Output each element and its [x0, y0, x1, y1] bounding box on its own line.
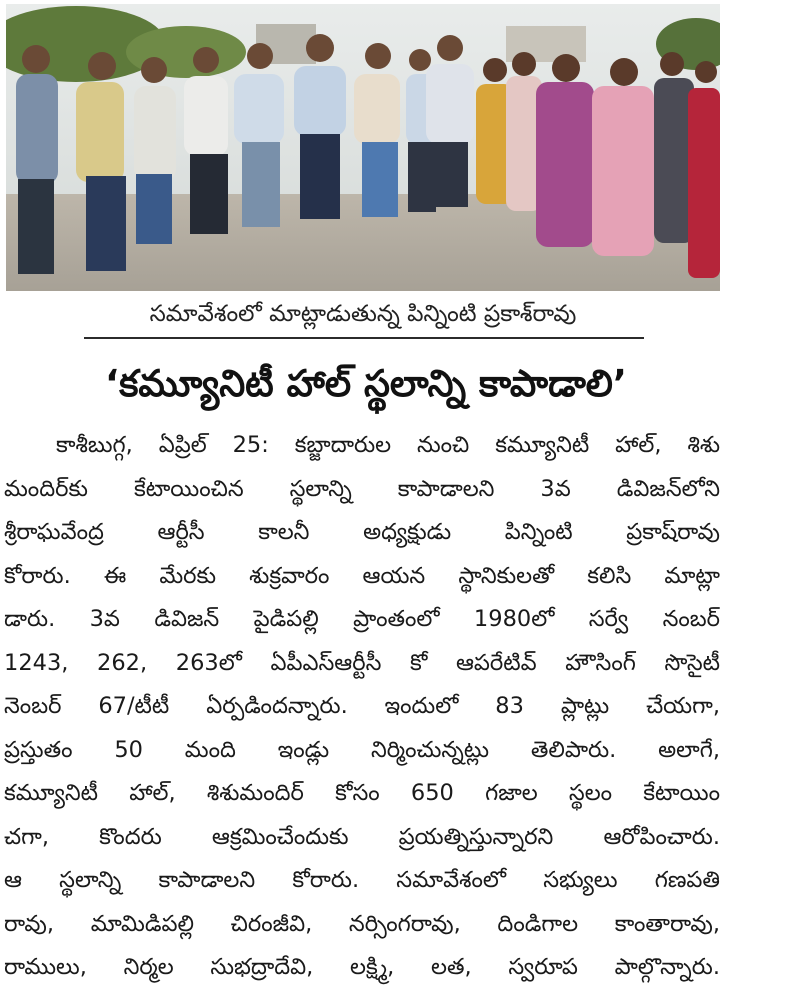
body-line: కాశీబుగ్గ, ఏప్రిల్‌ 25: కబ్జాదారుల నుంచి కమ్యూనిటీ హాల్‌, శిశు	[56, 432, 720, 458]
body-line: కోరారు. ఈ మేరకు శుక్రవారం ఆయన స్థానికులతో కలిసి మాట్లా	[4, 562, 720, 589]
body-line: నెంబర్‌ 67/టీటీ ఏర్పడిందన్నారు. ఇందులో 83 ప్లాట్లు చేయగా,	[4, 693, 720, 719]
body-line: చగా, కొందరు ఆక్రమించేందుకు ప్రయత్నిస్తున్నారని ఆరోపించారు.	[4, 823, 720, 850]
body-line: రావు, మామిడిపల్లి చిరంజీవి, నర్సింగరావు, దిండిగాల కాంతారావు,	[4, 910, 720, 937]
photo-caption: సమావేశంలో మాట్లాడుతున్న పిన్నింటి ప్రకాశ్‌రావు	[149, 301, 577, 327]
body-line: మందిర్‌కు కేటాయించిన స్థలాన్ని కాపాడాలని 3వ డివిజన్‌లోని	[4, 475, 720, 502]
body-line: ఆ స్థలాన్ని కాపాడాలని కోరారు. సమావేశంలో సభ్యులు గణపతి	[4, 867, 720, 893]
news-photo	[6, 4, 720, 291]
body-line: రాములు, నిర్మల సుభద్రాదేవి, లక్ష్మి, లత, స్వరూప పాల్గొన్నారు.	[4, 954, 720, 980]
caption-divider	[84, 337, 644, 339]
group-photo-icon	[6, 4, 720, 291]
body-line: ప్రస్తుతం 50 మంది ఇండ్లు నిర్మించున్నట్లు తెలిపారు. అలాగే,	[4, 736, 720, 763]
article-body	[4, 424, 720, 990]
body-line: కమ్యూనిటీ హాల్‌, శిశుమందిర్‌ కోసం 650 గజాల స్థలం కేటాయిం	[4, 780, 720, 806]
body-line: డారు. 3వ డివిజన్‌ పైడిపల్లి ప్రాంతంలో 1980లో సర్వే నంబర్‌	[4, 606, 720, 632]
article-headline: ‘కమ్యూనిటీ హాల్‌ స్థలాన్ని కాపాడాలి’	[105, 362, 627, 405]
body-line: 1243, 262, 263లో ఏపీఎస్‌ఆర్టీసీ కో ఆపరేటివ్‌ హౌసింగ్‌ సొసైటీ	[4, 649, 720, 676]
body-line: శ్రీరాఘవేంద్ర ఆర్టీసీ కాలనీ అధ్యక్షుడు పిన్నింటి ప్రకాష్‌రావు	[4, 519, 720, 545]
